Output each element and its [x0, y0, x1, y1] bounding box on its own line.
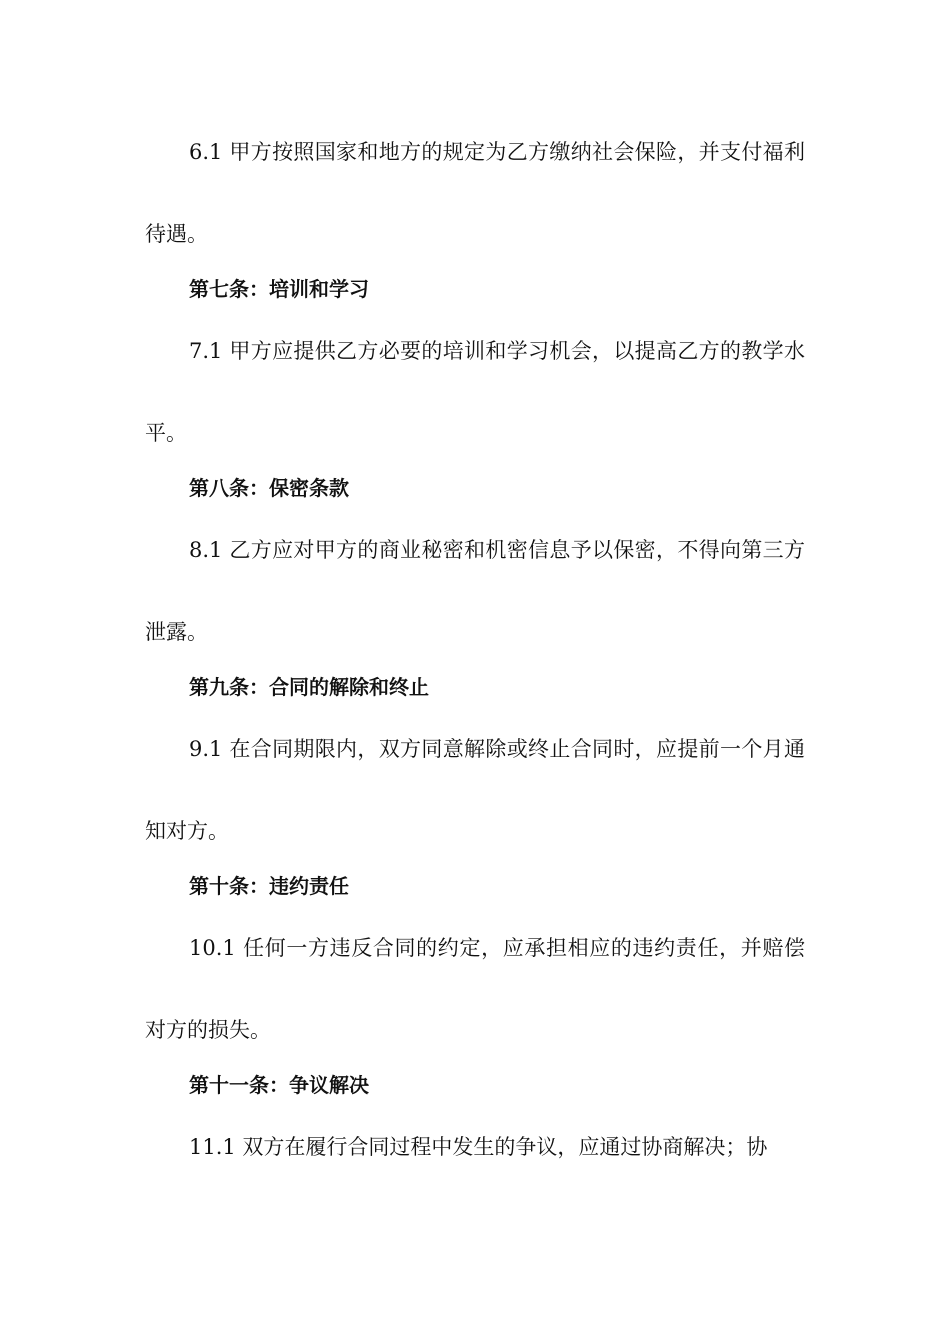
clause-10-1: 10.1 任何一方违反合同的约定，应承担相应的违约责任，并赔偿对方的损失。 — [145, 936, 805, 1042]
clause-9-1: 9.1 在合同期限内，双方同意解除或终止合同时，应提前一个月通知对方。 — [145, 737, 805, 843]
article-11-heading: 第十一条：争议解决 — [189, 1073, 369, 1097]
article-9-heading: 第九条：合同的解除和终止 — [189, 675, 429, 699]
article-10-heading: 第十条：违约责任 — [189, 874, 349, 898]
clause-7-1: 7.1 甲方应提供乙方必要的培训和学习机会，以提高乙方的教学水平。 — [145, 339, 805, 445]
article-8-heading: 第八条：保密条款 — [189, 476, 349, 500]
clause-11-1: 11.1 双方在履行合同过程中发生的争议，应通过协商解决；协 — [189, 1135, 768, 1159]
clause-8-1: 8.1 乙方应对甲方的商业秘密和机密信息予以保密，不得向第三方泄露。 — [145, 538, 805, 644]
clause-6-1: 6.1 甲方按照国家和地方的规定为乙方缴纳社会保险，并支付福利待遇。 — [145, 140, 805, 246]
article-7-heading: 第七条：培训和学习 — [189, 277, 369, 301]
